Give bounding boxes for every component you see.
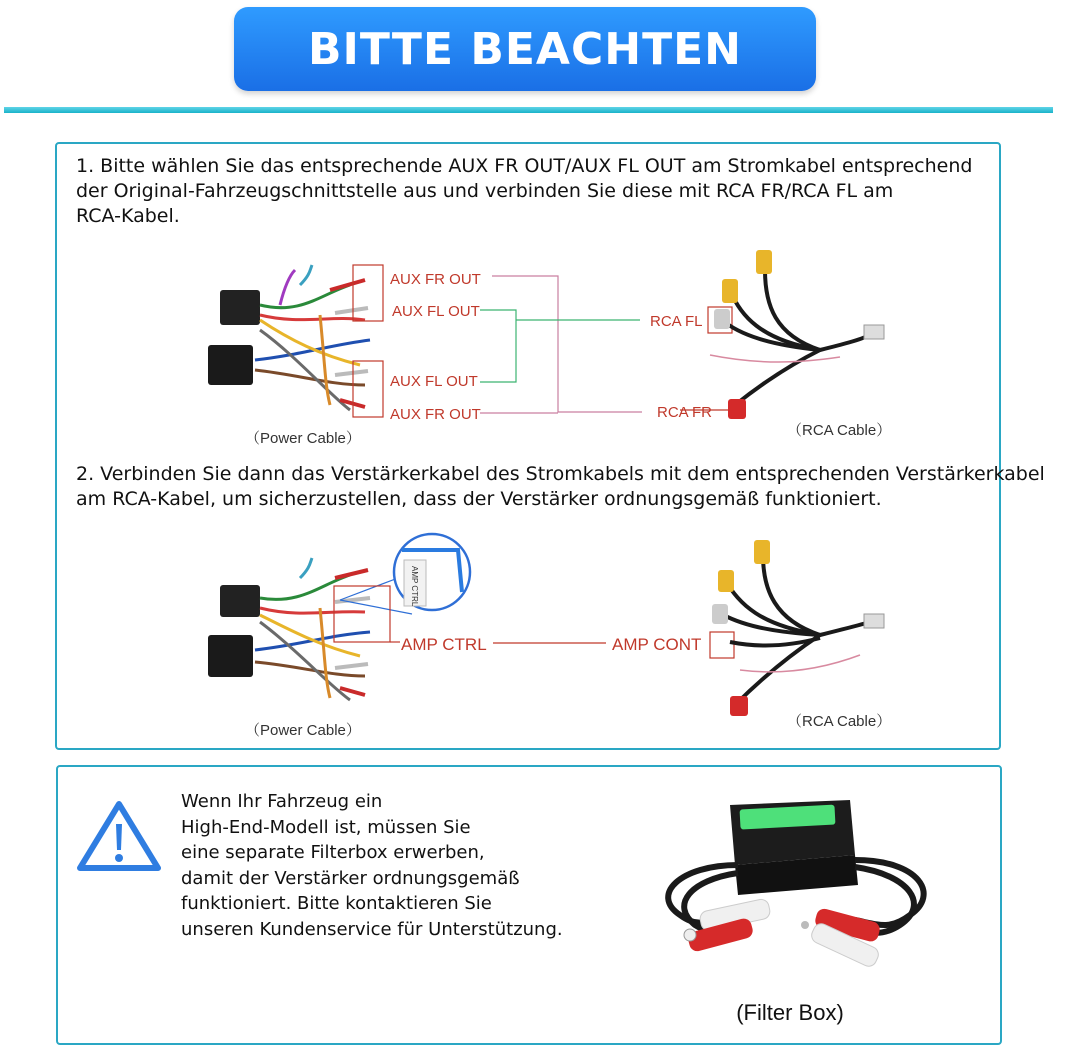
aux-out-bottom-box (353, 361, 383, 417)
step-1-text (76, 154, 1006, 229)
filter-box-illustration (640, 795, 950, 995)
header-banner (234, 7, 816, 91)
notice-line: unseren Kundenservice für Unterstützung. (181, 918, 563, 940)
label-rca-fr: RCA FR (657, 404, 713, 421)
caption-rca-cable: （RCA Cable） (787, 422, 892, 439)
rca-cable-illustration (710, 250, 884, 419)
step-2-line: 2. Verbinden Sie dann das Verstärkerkabel des Stromkabels mit dem entsprechenden Verstärkerkabel (76, 463, 1045, 485)
power-cable-illustration (208, 265, 370, 410)
step-1-line: 1. Bitte wählen Sie das entsprechende AUX FR OUT/AUX FL OUT am Stromkabel entsprechend (76, 155, 973, 177)
label-aux-fr-out-bottom: AUX FR OUT (390, 406, 481, 423)
caption-power-cable: （Power Cable） (245, 722, 361, 739)
notice-line: damit der Verstärker ordnungsgemäß (181, 867, 520, 889)
header-divider (4, 107, 1053, 113)
step-2-line: am RCA-Kabel, um sicherzustellen, dass der Verstärker ordnungsgemäß funktioniert. (76, 488, 882, 510)
page-title: BITTE BEACHTEN (308, 23, 742, 75)
label-amp-ctrl: AMP CTRL (401, 635, 487, 654)
notice-line: Wenn Ihr Fahrzeug ein (181, 791, 383, 812)
notice-line: eine separate Filterbox erwerben, (181, 842, 485, 863)
warning-icon (76, 798, 162, 874)
rca-cable-illustration (712, 540, 884, 716)
aux-out-top-box (353, 265, 383, 321)
notice-line: funktioniert. Bitte kontaktieren Sie (181, 893, 492, 914)
caption-rca-cable: （RCA Cable） (787, 713, 892, 730)
amp-cont-box (710, 632, 734, 658)
power-cable-illustration (208, 558, 370, 700)
step-2-text (76, 462, 1080, 512)
wiring-diagram-amp (200, 530, 900, 745)
label-aux-fl-out-bottom: AUX FL OUT (390, 373, 478, 390)
label-amp-cont: AMP CONT (612, 635, 702, 654)
amp-ctrl-tag-text: AMP CTRL (410, 566, 419, 607)
caption-power-cable: （Power Cable） (245, 430, 361, 447)
label-rca-fl: RCA FL (650, 313, 703, 330)
filter-box-notice (181, 789, 621, 942)
step-1-line: der Original-Fahrzeugschnittstelle aus und verbinden Sie diese mit RCA FR/RCA FL am (76, 180, 894, 202)
step-1-line: RCA-Kabel. (76, 205, 180, 227)
filter-box-caption: (Filter Box) (736, 1000, 844, 1025)
notice-line: High-End-Modell ist, müssen Sie (181, 816, 471, 838)
wiring-diagram-aux (200, 245, 900, 455)
label-aux-fl-out-top: AUX FL OUT (392, 303, 480, 320)
label-aux-fr-out-top: AUX FR OUT (390, 271, 481, 288)
